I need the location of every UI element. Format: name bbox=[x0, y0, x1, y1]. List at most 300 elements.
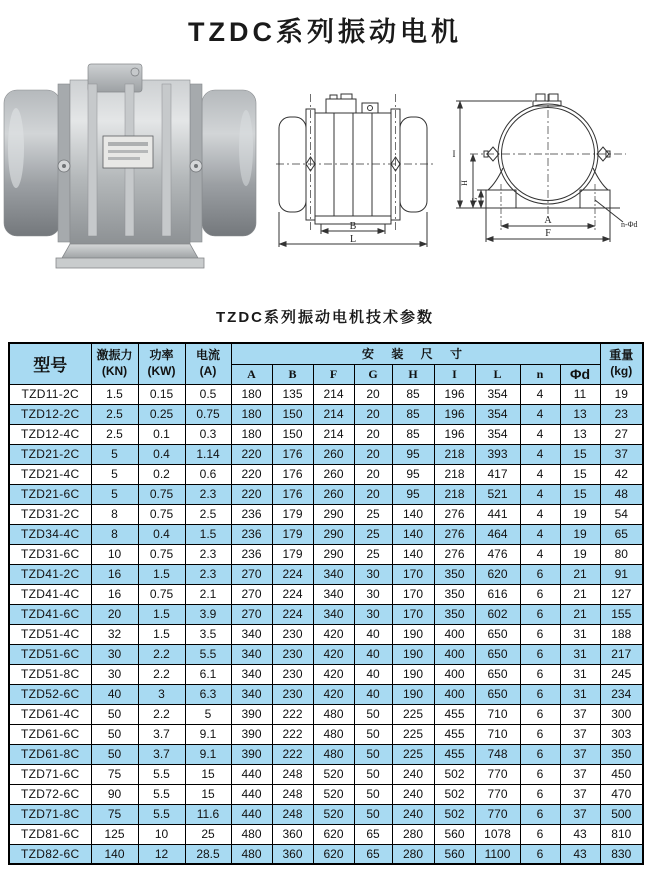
value-cell: 390 bbox=[231, 744, 272, 764]
value-cell: 340 bbox=[231, 624, 272, 644]
value-cell: 37 bbox=[560, 784, 600, 804]
value-cell: 5 bbox=[185, 704, 231, 724]
value-cell: 6.1 bbox=[185, 664, 231, 684]
value-cell: 80 bbox=[600, 544, 643, 564]
value-cell: 400 bbox=[434, 624, 475, 644]
value-cell: 500 bbox=[600, 804, 643, 824]
value-cell: 270 bbox=[231, 584, 272, 604]
value-cell: 236 bbox=[231, 544, 272, 564]
value-cell: 12 bbox=[138, 844, 185, 864]
value-cell: 480 bbox=[313, 724, 354, 744]
value-cell: 354 bbox=[475, 384, 520, 404]
value-cell: 5.5 bbox=[185, 644, 231, 664]
cooling-rib bbox=[162, 84, 171, 236]
col-header-force bbox=[91, 343, 138, 384]
col-header-weight-line1: 重量 bbox=[609, 348, 634, 363]
model-cell: TZD71-6C bbox=[9, 764, 91, 784]
value-cell: 0.2 bbox=[138, 464, 185, 484]
value-cell: 770 bbox=[475, 804, 520, 824]
value-cell: 276 bbox=[434, 504, 475, 524]
value-cell: 40 bbox=[354, 664, 392, 684]
value-cell: 360 bbox=[272, 844, 313, 864]
dimension-label-G: G bbox=[471, 197, 479, 203]
value-cell: 400 bbox=[434, 664, 475, 684]
value-cell: 230 bbox=[272, 624, 313, 644]
value-cell: 214 bbox=[313, 384, 354, 404]
value-cell: 19 bbox=[560, 504, 600, 524]
value-cell: 220 bbox=[231, 484, 272, 504]
value-cell: 770 bbox=[475, 764, 520, 784]
value-cell: 393 bbox=[475, 444, 520, 464]
value-cell: 6 bbox=[520, 824, 560, 844]
value-cell: 260 bbox=[313, 444, 354, 464]
value-cell: 230 bbox=[272, 644, 313, 664]
value-cell: 0.25 bbox=[138, 404, 185, 424]
value-cell: 20 bbox=[91, 604, 138, 624]
value-cell: 27 bbox=[600, 424, 643, 444]
value-cell: 6 bbox=[520, 584, 560, 604]
value-cell: 1078 bbox=[475, 824, 520, 844]
model-cell: TZD21-2C bbox=[9, 444, 91, 464]
model-cell: TZD81-6C bbox=[9, 824, 91, 844]
model-cell: TZD51-8C bbox=[9, 664, 91, 684]
model-cell: TZD52-6C bbox=[9, 684, 91, 704]
value-cell: 5 bbox=[91, 464, 138, 484]
value-cell: 37 bbox=[560, 704, 600, 724]
value-cell: 140 bbox=[392, 504, 434, 524]
table-row bbox=[9, 484, 643, 504]
value-cell: 5 bbox=[91, 444, 138, 464]
value-cell: 300 bbox=[600, 704, 643, 724]
value-cell: 0.5 bbox=[185, 384, 231, 404]
value-cell: 303 bbox=[600, 724, 643, 744]
value-cell: 16 bbox=[91, 564, 138, 584]
header-row-main bbox=[9, 343, 643, 364]
model-cell: TZD82-6C bbox=[9, 844, 91, 864]
value-cell: 30 bbox=[354, 564, 392, 584]
value-cell: 3.7 bbox=[138, 724, 185, 744]
col-header-power-line2: (KW) bbox=[147, 363, 176, 378]
value-cell: 8 bbox=[91, 504, 138, 524]
value-cell: 1.5 bbox=[138, 604, 185, 624]
value-cell: 50 bbox=[91, 744, 138, 764]
value-cell: 350 bbox=[434, 584, 475, 604]
table-row bbox=[9, 524, 643, 544]
value-cell: 440 bbox=[231, 784, 272, 804]
value-cell: 245 bbox=[600, 664, 643, 684]
value-cell: 240 bbox=[392, 784, 434, 804]
table-row bbox=[9, 764, 643, 784]
model-cell: TZD12-2C bbox=[9, 404, 91, 424]
value-cell: 602 bbox=[475, 604, 520, 624]
value-cell: 75 bbox=[91, 764, 138, 784]
table-row bbox=[9, 644, 643, 664]
value-cell: 420 bbox=[313, 664, 354, 684]
value-cell: 350 bbox=[600, 744, 643, 764]
value-cell: 37 bbox=[560, 804, 600, 824]
model-cell: TZD41-4C bbox=[9, 584, 91, 604]
value-cell: 0.1 bbox=[138, 424, 185, 444]
table-row bbox=[9, 424, 643, 444]
value-cell: 6 bbox=[520, 684, 560, 704]
dimension-label-F: F bbox=[545, 228, 551, 239]
model-cell: TZD41-6C bbox=[9, 604, 91, 624]
value-cell: 15 bbox=[560, 484, 600, 504]
value-cell: 400 bbox=[434, 644, 475, 664]
value-cell: 150 bbox=[272, 404, 313, 424]
cooling-rib bbox=[88, 84, 97, 236]
value-cell: 37 bbox=[560, 724, 600, 744]
value-cell: 188 bbox=[600, 624, 643, 644]
value-cell: 10 bbox=[91, 544, 138, 564]
value-cell: 180 bbox=[231, 384, 272, 404]
value-cell: 42 bbox=[600, 464, 643, 484]
value-cell: 354 bbox=[475, 404, 520, 424]
terminal-box-outline bbox=[326, 99, 356, 113]
model-cell: TZD61-4C bbox=[9, 704, 91, 724]
value-cell: 6 bbox=[520, 744, 560, 764]
value-cell: 4 bbox=[520, 424, 560, 444]
value-cell: 440 bbox=[231, 804, 272, 824]
value-cell: 1100 bbox=[475, 844, 520, 864]
value-cell: 190 bbox=[392, 684, 434, 704]
value-cell: 230 bbox=[272, 664, 313, 684]
value-cell: 37 bbox=[560, 744, 600, 764]
model-cell: TZD71-8C bbox=[9, 804, 91, 824]
value-cell: 260 bbox=[313, 484, 354, 504]
value-cell: 3.7 bbox=[138, 744, 185, 764]
model-cell: TZD31-6C bbox=[9, 544, 91, 564]
value-cell: 234 bbox=[600, 684, 643, 704]
value-cell: 560 bbox=[434, 844, 475, 864]
value-cell: 248 bbox=[272, 804, 313, 824]
value-cell: 4 bbox=[520, 504, 560, 524]
value-cell: 0.75 bbox=[138, 504, 185, 524]
page-title: TZDC系列振动电机 bbox=[188, 17, 462, 47]
value-cell: 5.5 bbox=[138, 764, 185, 784]
table-row bbox=[9, 624, 643, 644]
value-cell: 25 bbox=[354, 524, 392, 544]
value-cell: 155 bbox=[600, 604, 643, 624]
value-cell: 9.1 bbox=[185, 724, 231, 744]
value-cell: 2.5 bbox=[185, 504, 231, 524]
dimension-label-A: A bbox=[544, 215, 552, 226]
value-cell: 417 bbox=[475, 464, 520, 484]
col-header-dim: B bbox=[272, 364, 313, 384]
value-cell: 225 bbox=[392, 704, 434, 724]
model-cell: TZD31-2C bbox=[9, 504, 91, 524]
value-cell: 2.3 bbox=[185, 564, 231, 584]
table-row bbox=[9, 604, 643, 624]
value-cell: 190 bbox=[392, 664, 434, 684]
table-row bbox=[9, 444, 643, 464]
value-cell: 20 bbox=[354, 444, 392, 464]
value-cell: 21 bbox=[560, 584, 600, 604]
value-cell: 15 bbox=[185, 784, 231, 804]
value-cell: 31 bbox=[560, 644, 600, 664]
table-row bbox=[9, 724, 643, 744]
value-cell: 502 bbox=[434, 784, 475, 804]
value-cell: 6 bbox=[520, 784, 560, 804]
value-cell: 2.5 bbox=[91, 424, 138, 444]
value-cell: 19 bbox=[600, 384, 643, 404]
value-cell: 30 bbox=[354, 584, 392, 604]
value-cell: 360 bbox=[272, 824, 313, 844]
value-cell: 25 bbox=[354, 504, 392, 524]
value-cell: 20 bbox=[354, 384, 392, 404]
value-cell: 30 bbox=[91, 644, 138, 664]
value-cell: 220 bbox=[231, 464, 272, 484]
value-cell: 3.9 bbox=[185, 604, 231, 624]
table-row bbox=[9, 404, 643, 424]
value-cell: 6 bbox=[520, 764, 560, 784]
value-cell: 6 bbox=[520, 564, 560, 584]
col-header-power-line1: 功率 bbox=[149, 348, 174, 363]
table-row bbox=[9, 804, 643, 824]
value-cell: 616 bbox=[475, 584, 520, 604]
value-cell: 0.75 bbox=[138, 484, 185, 504]
value-cell: 50 bbox=[91, 704, 138, 724]
table-row bbox=[9, 784, 643, 804]
value-cell: 290 bbox=[313, 524, 354, 544]
value-cell: 280 bbox=[392, 844, 434, 864]
table-row bbox=[9, 824, 643, 844]
bolt-holes-callout: n-Φd bbox=[621, 220, 638, 229]
mounting-base bbox=[62, 244, 198, 258]
value-cell: 1.5 bbox=[91, 384, 138, 404]
value-cell: 4 bbox=[520, 524, 560, 544]
value-cell: 32 bbox=[91, 624, 138, 644]
value-cell: 810 bbox=[600, 824, 643, 844]
value-cell: 5.5 bbox=[138, 804, 185, 824]
value-cell: 290 bbox=[313, 504, 354, 524]
value-cell: 270 bbox=[231, 564, 272, 584]
value-cell: 31 bbox=[560, 624, 600, 644]
value-cell: 43 bbox=[560, 844, 600, 864]
col-header-mounting: 安 装 尺 寸 bbox=[231, 343, 600, 364]
value-cell: 1.5 bbox=[138, 564, 185, 584]
col-header-dim: n bbox=[520, 364, 560, 384]
value-cell: 91 bbox=[600, 564, 643, 584]
value-cell: 170 bbox=[392, 564, 434, 584]
value-cell: 520 bbox=[313, 804, 354, 824]
value-cell: 0.6 bbox=[185, 464, 231, 484]
value-cell: 390 bbox=[231, 724, 272, 744]
value-cell: 140 bbox=[392, 524, 434, 544]
value-cell: 179 bbox=[272, 504, 313, 524]
value-cell: 480 bbox=[231, 844, 272, 864]
table-row bbox=[9, 704, 643, 724]
value-cell: 560 bbox=[434, 824, 475, 844]
value-cell: 1.5 bbox=[185, 524, 231, 544]
value-cell: 480 bbox=[231, 824, 272, 844]
motor-photo bbox=[2, 62, 258, 270]
value-cell: 4 bbox=[520, 484, 560, 504]
value-cell: 230 bbox=[272, 684, 313, 704]
value-cell: 54 bbox=[600, 504, 643, 524]
col-header-power bbox=[138, 343, 185, 384]
value-cell: 90 bbox=[91, 784, 138, 804]
value-cell: 710 bbox=[475, 704, 520, 724]
value-cell: 150 bbox=[272, 424, 313, 444]
value-cell: 6 bbox=[520, 604, 560, 624]
value-cell: 0.75 bbox=[185, 404, 231, 424]
value-cell: 224 bbox=[272, 604, 313, 624]
value-cell: 16 bbox=[91, 584, 138, 604]
value-cell: 6 bbox=[520, 704, 560, 724]
value-cell: 196 bbox=[434, 404, 475, 424]
value-cell: 13 bbox=[560, 424, 600, 444]
value-cell: 420 bbox=[313, 684, 354, 704]
value-cell: 225 bbox=[392, 724, 434, 744]
value-cell: 441 bbox=[475, 504, 520, 524]
value-cell: 0.4 bbox=[138, 444, 185, 464]
value-cell: 31 bbox=[560, 664, 600, 684]
value-cell: 20 bbox=[354, 484, 392, 504]
value-cell: 21 bbox=[560, 564, 600, 584]
value-cell: 170 bbox=[392, 584, 434, 604]
value-cell: 176 bbox=[272, 484, 313, 504]
value-cell: 15 bbox=[185, 764, 231, 784]
value-cell: 4 bbox=[520, 384, 560, 404]
value-cell: 480 bbox=[313, 744, 354, 764]
value-cell: 23 bbox=[600, 404, 643, 424]
value-cell: 40 bbox=[91, 684, 138, 704]
value-cell: 222 bbox=[272, 704, 313, 724]
col-header-force-line1: 激振力 bbox=[96, 348, 133, 363]
value-cell: 6 bbox=[520, 664, 560, 684]
value-cell: 748 bbox=[475, 744, 520, 764]
table-row bbox=[9, 504, 643, 524]
value-cell: 4 bbox=[520, 404, 560, 424]
value-cell: 75 bbox=[91, 804, 138, 824]
side-view-drawing bbox=[276, 90, 438, 250]
value-cell: 176 bbox=[272, 464, 313, 484]
value-cell: 502 bbox=[434, 804, 475, 824]
value-cell: 650 bbox=[475, 644, 520, 664]
value-cell: 50 bbox=[354, 724, 392, 744]
value-cell: 50 bbox=[354, 744, 392, 764]
value-cell: 620 bbox=[313, 824, 354, 844]
value-cell: 4 bbox=[520, 464, 560, 484]
right-weight-cover bbox=[400, 117, 427, 212]
value-cell: 50 bbox=[354, 804, 392, 824]
value-cell: 0.75 bbox=[138, 584, 185, 604]
value-cell: 19 bbox=[560, 544, 600, 564]
value-cell: 440 bbox=[231, 764, 272, 784]
motor-photo-shapes bbox=[4, 64, 256, 268]
value-cell: 0.3 bbox=[185, 424, 231, 444]
value-cell: 455 bbox=[434, 704, 475, 724]
value-cell: 620 bbox=[313, 844, 354, 864]
value-cell: 176 bbox=[272, 444, 313, 464]
value-cell: 85 bbox=[392, 384, 434, 404]
col-header-force-line2: (KN) bbox=[101, 363, 128, 378]
value-cell: 40 bbox=[354, 624, 392, 644]
value-cell: 340 bbox=[231, 644, 272, 664]
value-cell: 190 bbox=[392, 644, 434, 664]
value-cell: 276 bbox=[434, 544, 475, 564]
value-cell: 455 bbox=[434, 724, 475, 744]
table-row bbox=[9, 384, 643, 404]
model-cell: TZD51-4C bbox=[9, 624, 91, 644]
value-cell: 196 bbox=[434, 384, 475, 404]
value-cell: 502 bbox=[434, 764, 475, 784]
value-cell: 450 bbox=[600, 764, 643, 784]
col-header-dim: H bbox=[392, 364, 434, 384]
value-cell: 218 bbox=[434, 464, 475, 484]
value-cell: 0.75 bbox=[138, 544, 185, 564]
value-cell: 50 bbox=[354, 764, 392, 784]
col-header-dim: I bbox=[434, 364, 475, 384]
value-cell: 248 bbox=[272, 784, 313, 804]
front-view-drawing bbox=[446, 88, 648, 246]
value-cell: 43 bbox=[560, 824, 600, 844]
value-cell: 350 bbox=[434, 564, 475, 584]
value-cell: 2.2 bbox=[138, 644, 185, 664]
value-cell: 179 bbox=[272, 524, 313, 544]
value-cell: 85 bbox=[392, 404, 434, 424]
value-cell: 140 bbox=[392, 544, 434, 564]
value-cell: 1.5 bbox=[138, 624, 185, 644]
value-cell: 20 bbox=[354, 424, 392, 444]
value-cell: 2.1 bbox=[185, 584, 231, 604]
value-cell: 620 bbox=[475, 564, 520, 584]
value-cell: 37 bbox=[560, 764, 600, 784]
col-header-weight bbox=[600, 343, 643, 384]
value-cell: 125 bbox=[91, 824, 138, 844]
value-cell: 65 bbox=[354, 844, 392, 864]
value-cell: 217 bbox=[600, 644, 643, 664]
value-cell: 85 bbox=[392, 424, 434, 444]
value-cell: 420 bbox=[313, 644, 354, 664]
value-cell: 30 bbox=[354, 604, 392, 624]
value-cell: 225 bbox=[392, 744, 434, 764]
value-cell: 15 bbox=[560, 464, 600, 484]
value-cell: 20 bbox=[354, 404, 392, 424]
value-cell: 196 bbox=[434, 424, 475, 444]
col-header-model: 型号 bbox=[9, 343, 91, 384]
model-cell: TZD61-8C bbox=[9, 744, 91, 764]
value-cell: 455 bbox=[434, 744, 475, 764]
value-cell: 710 bbox=[475, 724, 520, 744]
value-cell: 218 bbox=[434, 444, 475, 464]
value-cell: 1.14 bbox=[185, 444, 231, 464]
value-cell: 650 bbox=[475, 684, 520, 704]
col-header-current-line2: (A) bbox=[199, 363, 217, 378]
value-cell: 190 bbox=[392, 624, 434, 644]
value-cell: 350 bbox=[434, 604, 475, 624]
value-cell: 2.3 bbox=[185, 484, 231, 504]
value-cell: 31 bbox=[560, 684, 600, 704]
value-cell: 236 bbox=[231, 524, 272, 544]
dimension-label-L: L bbox=[349, 234, 357, 245]
value-cell: 3 bbox=[138, 684, 185, 704]
col-header-current bbox=[185, 343, 231, 384]
left-weight-cover bbox=[279, 117, 306, 212]
value-cell: 2.5 bbox=[91, 404, 138, 424]
col-header-dim: A bbox=[231, 364, 272, 384]
value-cell: 13 bbox=[560, 404, 600, 424]
model-cell: TZD61-6C bbox=[9, 724, 91, 744]
value-cell: 50 bbox=[91, 724, 138, 744]
value-cell: 40 bbox=[354, 684, 392, 704]
value-cell: 2.2 bbox=[138, 704, 185, 724]
value-cell: 340 bbox=[313, 584, 354, 604]
base-plate bbox=[56, 258, 204, 268]
value-cell: 340 bbox=[231, 664, 272, 684]
value-cell: 127 bbox=[600, 584, 643, 604]
